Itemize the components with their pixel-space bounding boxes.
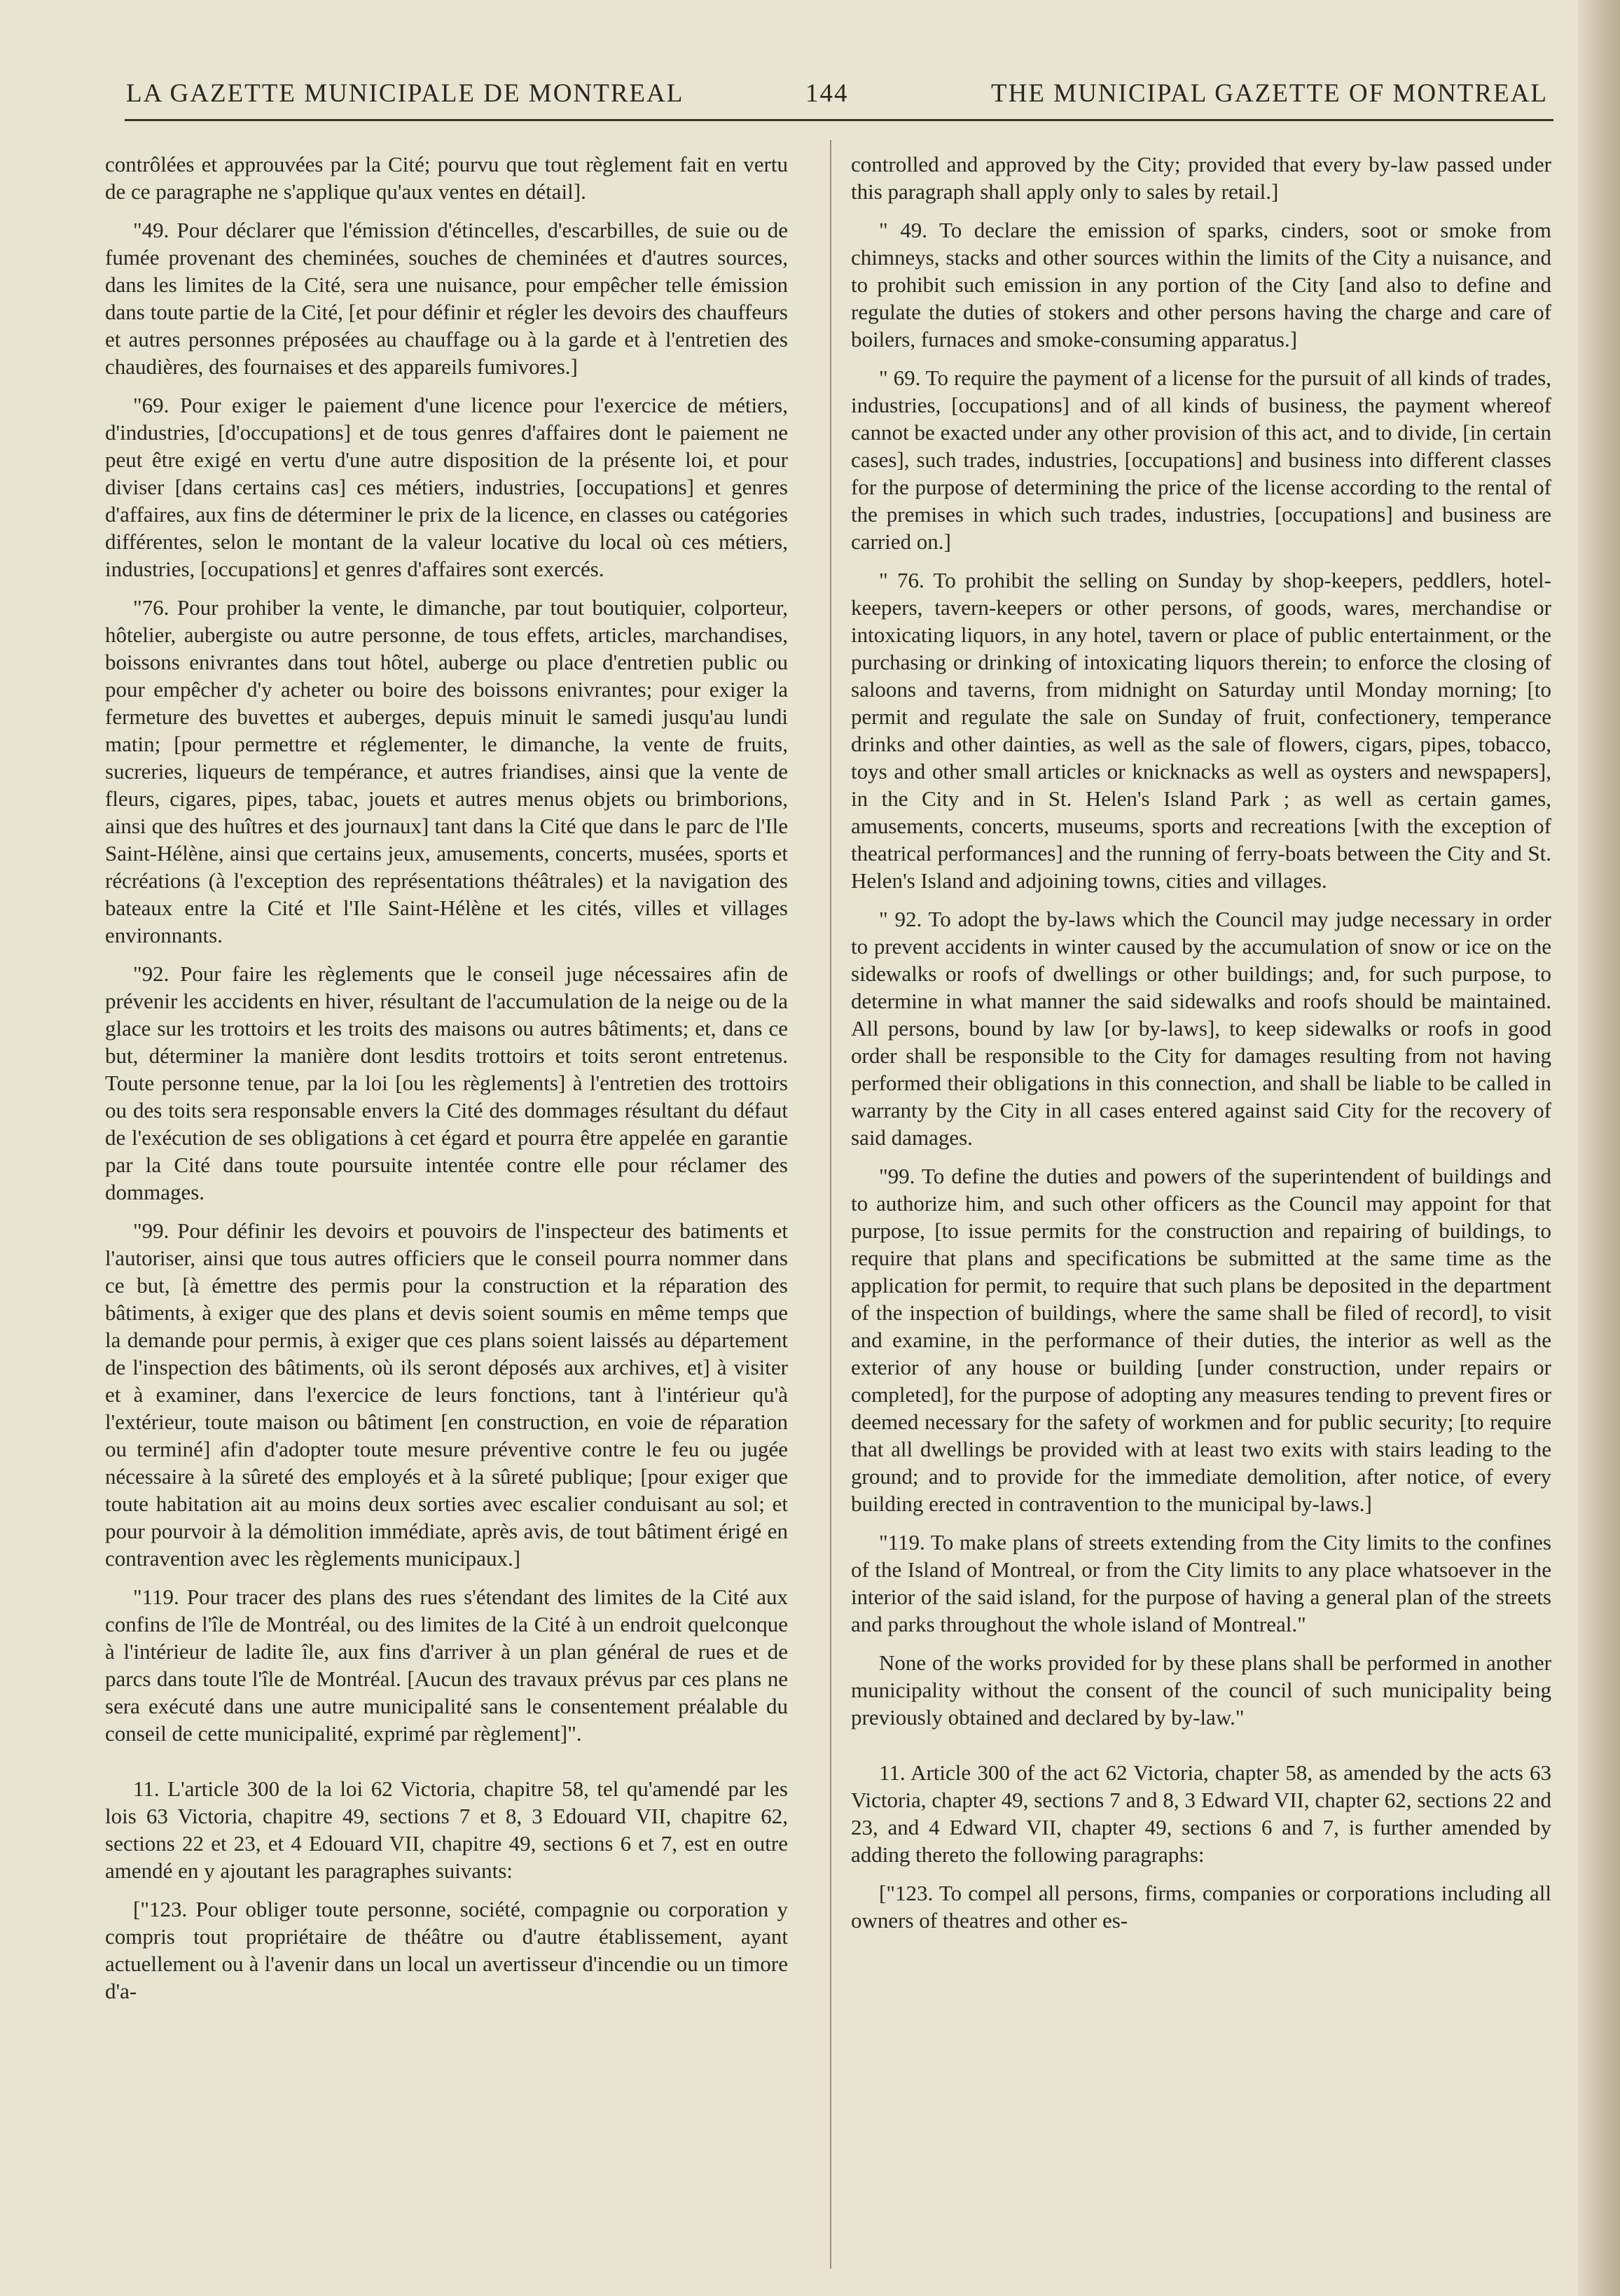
header-english-title: THE MUNICIPAL GAZETTE OF MONTREAL: [991, 79, 1548, 108]
english-paragraph: None of the works provided for by these plans shall be performed in another municipality without the consent of the council of such municipality being previously obtained and declared by by-law.": [851, 1650, 1551, 1730]
english-paragraph: " 69. To require the payment of a license for the pursuit of all kinds of trades, industries, [occupations] and of all kinds of business, the payment whereof cannot be exacted under any other provision of this act, and to divide, [in certain cases], such trades, industries, [occupations] and business into different classes for the purpose of determining the price of the license according to the rental of the premises in which such trades, industries, [occupations] and business are carried on.]: [851, 366, 1551, 554]
english-paragraph: " 76. To prohibit the selling on Sunday by shop-keepers, peddlers, hotel-keepers, tavern-keepers or other persons, of goods, wares, merchandise or intoxicating liquors, in any hotel, tavern or place of public entertainment, or the purchasing or drinking of intoxicating liquors therein; to enforce the closing of saloons and taverns, from midnight on Saturday until Monday morning; [to permit and regulate the sale on Sunday of fruit, confectionery, temperance drinks and other dainties, as well as the sale of flowers, cigars, pipes, tobacco, toys and other small articles or knicknacks as well as oysters and newspapers], in the City and in St. Helen's Island Park ; as well as certain games, amusements, concerts, museums, sports and recreations [with the exception of theatrical performances] and the running of ferry-boats between the City and St. Helen's Island and adjoining towns, cities and villages.: [851, 568, 1551, 893]
english-paragraph: " 49. To declare the emission of sparks, cinders, soot or smoke from chimneys, stacks and other sources within the limits of the City a nuisance, and to prohibit such emission in any portion of the City [and also to define and regulate the duties of stokers and other persons having the charge and care of boilers, furnaces and smoke-consuming apparatus.]: [851, 218, 1551, 352]
french-paragraph: contrôlées et approuvées par la Cité; pourvu que tout règlement fait en vertu de ce paragraphe ne s'applique qu'aux ventes en détail].: [105, 152, 788, 204]
french-paragraph: "69. Pour exiger le paiement d'une licence pour l'exercice de métiers, d'industries, [d'occupations] et de tous genres d'affaires dont le paiement ne peut être exigé en vertu d'une autre disposition de la présente loi, et pour diviser [dans certains cas] ces métiers, industries, [occupations] et genres d'affaires, aux fins de déterminer le prix de la licence, en classes ou catégories différentes, selon le montant de la valeur locative du local où ces métiers, industries, [occupations] et genres d'affaires sont exercés.: [105, 393, 788, 581]
english-paragraph: 11. Article 300 of the act 62 Victoria, chapter 58, as amended by the acts 63 Victoria, chapter 49, sections 7 and 8, 3 Edward VII, chapter 62, sections 22 and 23, and 4 Edward VII, chapter 49, sections 6 and 7, is further amended by adding thereto the following paragraphs:: [851, 1760, 1551, 1867]
header-rule: [125, 119, 1553, 121]
english-paragraph: ["123. To compel all persons, firms, companies or corporations including all owners of theatres and other es-: [851, 1881, 1551, 1933]
page-header: [126, 78, 1548, 120]
french-paragraph: ["123. Pour obliger toute personne, société, compagnie ou corporation y compris tout propriétaire de théâtre ou d'autre établissement, ayant actuellement ou à l'avenir dans un local un avertisseur d'incendie ou un timore d'a-: [105, 1897, 788, 2003]
french-paragraph: "76. Pour prohiber la vente, le dimanche, par tout boutiquier, colporteur, hôtelier, aubergiste ou autre personne, de tous effets, articles, marchandises, boissons enivrantes dans tout hôtel, auberge ou place d'entretien public ou pour empêcher d'y acheter ou boire des boissons enivrantes; pour exiger la fermeture des buvettes et auberges, depuis minuit le samedi jusqu'au lundi matin; [pour permettre et réglementer, le dimanche, la vente de fruits, sucreries, liqueurs de tempérance, et autres friandises, ainsi que la vente de fleurs, cigares, pipes, tabac, jouets et autres menus objets ou brimborions, ainsi que des huîtres et des journaux] tant dans la Cité que dans le parc de l'Ile Saint-Hélène, ainsi que certains jeux, amusements, concerts, musées, sports et récréations (à l'exception des représentations théâtrales) et la navigation des bateaux entre la Cité et l'Ile Saint-Hélène et les cités, villes et villages environnants.: [105, 595, 788, 947]
page-spine-shadow: [1578, 0, 1620, 2296]
english-paragraph: "99. To define the duties and powers of the superintendent of buildings and to authorize him, and such other officers as the Council may appoint for that purpose, [to issue permits for the construction and repairing of buildings, to require that plans and specifications be submitted at the same time as the application for permit, to require that such plans be deposited in the department of the inspection of buildings, where the same shall be filed of record], to visit and examine, in the performance of their duties, the interior as well as the exterior of any house or building [under construction, under repairs or completed], for the purpose of adopting any measures tending to prevent fires or deemed necessary for the safety of workmen and for public security; [to require that all dwellings be provided with at least two exits with stairs leading to the ground; and to provide for the immediate demolition, after notice, of every building erected in contravention to the municipal by-laws.]: [851, 1164, 1551, 1516]
french-paragraph: "92. Pour faire les règlements que le conseil juge nécessaires afin de prévenir les accidents en hiver, résultant de l'accumulation de la neige ou de la glace sur les trottoirs et les troits des maisons ou autres bâtiments; et, dans ce but, déterminer la manière dont lesdits trottoirs et toits seront entretenus. Toute personne tenue, par la loi [ou les règlements] à l'entretien des trottoirs ou des toits sera responsable envers la Cité des dommages résultant du défaut de l'exécution de ses obligations à cet égard et pourra être appelée en garantie par la Cité dans toute poursuite intentée contre elle pour réclamer des dommages.: [105, 961, 788, 1204]
english-paragraph: "119. To make plans of streets extending from the City limits to the confines of the Island of Montreal, or from the City limits to any place whatsoever in the interior of the said island, for the purpose of having a general plan of the streets and parks throughout the whole island of Montreal.": [851, 1530, 1551, 1636]
english-paragraph: controlled and approved by the City; provided that every by-law passed under this paragraph shall apply only to sales by retail.]: [851, 152, 1551, 204]
header-french-title: LA GAZETTE MUNICIPALE DE MONTREAL: [126, 79, 684, 108]
french-paragraph: "49. Pour déclarer que l'émission d'étincelles, d'escarbilles, de suie ou de fumée provenant des cheminées, souches de cheminées et d'autres sources, dans les limites de la Cité, sera une nuisance, pour empêcher telle émission dans toute partie de la Cité, [et pour définir et régler les devoirs des chauffeurs et autres personnes préposées au chauffage ou à la garde et à l'entretien des chaudières, des fournaises et des appareils fumivores.]: [105, 218, 788, 379]
english-paragraph: " 92. To adopt the by-laws which the Council may judge necessary in order to prevent accidents in winter caused by the accumulation of snow or ice on the sidewalks or roofs of dwellings or other buildings; and, for such purpose, to determine in what manner the said sidewalks and roofs should be maintained. All persons, bound by law [or by-laws], to keep sidewalks or roofs in good order shall be responsible to the City for damages resulting from not having performed their obligations in this connection, and shall be liable to be called in warranty by the City in all cases entered against said City for the recovery of said damages.: [851, 907, 1551, 1150]
column-divider: [830, 140, 831, 2269]
french-paragraph: "119. Pour tracer des plans des rues s'étendant des limites de la Cité aux confins de l'île de Montréal, ou des limites de la Cité à un endroit quelconque à l'intérieur de ladite île, aux fins d'arriver à un plan général de rues et de parcs dans toute l'île de Montréal. [Aucun des travaux prévus par ces plans ne sera exécuté dans une autre municipalité sans le consentement préalable du conseil de cette municipalité, exprimé par règlement]".: [105, 1585, 788, 1746]
page-number: 144: [805, 79, 849, 108]
french-paragraph: "99. Pour définir les devoirs et pouvoirs de l'inspecteur des batiments et l'autoriser, ainsi que tous autres officiers que le conseil pourra nommer dans ce but, [à émettre des permis pour la construction et la réparation des bâtiments, à exiger que des plans et devis soient soumis en même temps que la demande pour permis, à exiger que ces plans soient laissés au département de l'inspection des bâtiments, où ils seront déposés aux archives, et] à visiter et à examiner, dans l'exercice de leurs fonctions, tant à l'intérieur qu'à l'extérieur, toute maison ou bâtiment [en construction, en voie de réparation ou terminé] afin d'adopter toute mesure préventive contre le feu ou jugée nécessaire à la sûreté des employés et à la sûreté publique; [pour exiger que toute habitation ait au moins deux sorties avec escalier conduisant au sol; et pour pourvoir à la démolition immédiate, après avis, de tout bâtiment érigé en contravention avec les règlements municipaux.]: [105, 1218, 788, 1571]
french-column: [105, 151, 788, 2016]
english-column: [851, 151, 1551, 1945]
french-paragraph: 11. L'article 300 de la loi 62 Victoria, chapitre 58, tel qu'amendé par les lois 63 Victoria, chapitre 49, sections 7 et 8, 3 Edouard VII, chapitre 62, sections 22 et 23, et 4 Edouard VII, chapitre 49, sections 6 et 7, est en outre amendé en y ajoutant les paragraphes suivants:: [105, 1776, 788, 1883]
